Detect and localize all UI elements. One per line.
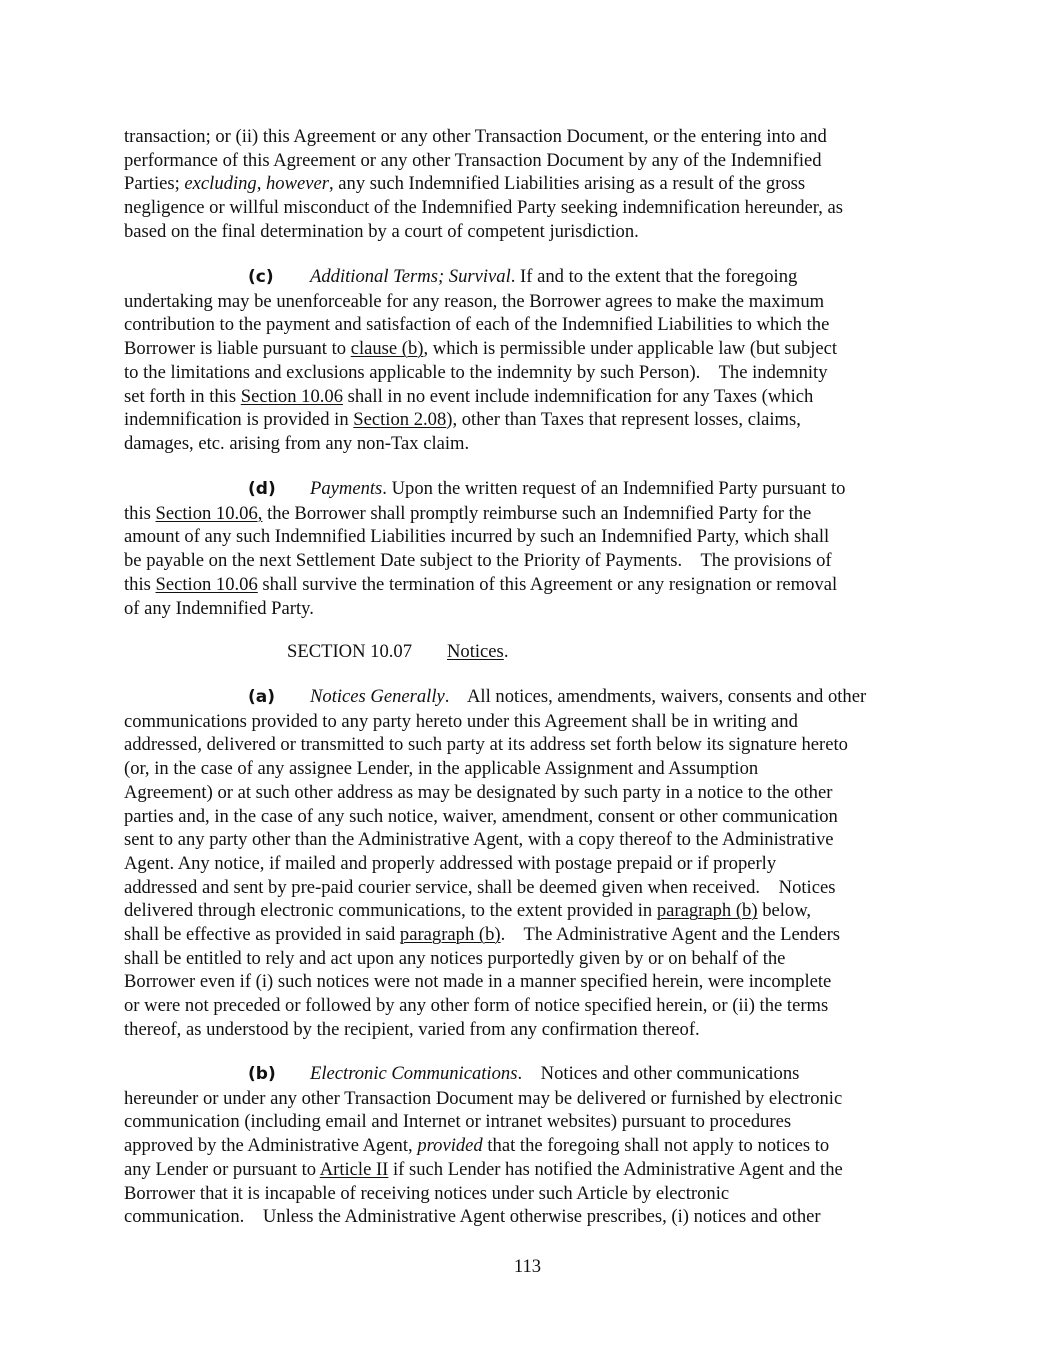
text-line: Borrower even if (i) such notices were not made in a manner specified herein, were incomplete — [124, 971, 832, 993]
text-line — [124, 1062, 944, 1087]
text-run: , any such Indemnified Liabilities arising as a result of the gross — [329, 173, 806, 195]
clause-title: Notices Generally — [310, 686, 445, 707]
text-run: Borrower is liable pursuant to — [124, 338, 351, 360]
text-line — [124, 899, 944, 923]
text-run: Parties; — [124, 173, 185, 195]
cross-reference: paragraph (b) — [399, 924, 501, 946]
page-number: 113 — [513, 1256, 542, 1277]
cross-reference: clause (b) — [350, 338, 424, 360]
text-line: Borrower that it is incapable of receiving notices under such Article by electronic — [124, 1182, 730, 1204]
cross-reference: Section 2.08 — [353, 409, 447, 431]
paragraph-continuation — [124, 125, 944, 244]
text-line: hereunder or under any other Transaction Document may be delivered or furnished by electronic — [124, 1087, 843, 1109]
clause-label: (d) — [248, 479, 276, 499]
text-run: the Borrower shall promptly reimburse such an Indemnified Party for the — [262, 502, 812, 524]
clause-label: (a) — [248, 687, 276, 707]
text-line — [124, 923, 944, 947]
text-line: negligence or willful misconduct of the Indemnified Party seeking indemnification hereunder, as — [124, 197, 844, 219]
text-line: transaction; or (ii) this Agreement or any other Transaction Document, or the entering into and — [124, 126, 827, 147]
text-line — [124, 337, 944, 361]
text-line: addressed and sent by pre-paid courier service, shall be deemed given when received. Notices — [124, 876, 836, 898]
text-line: based on the final determination by a court of competent jurisdiction. — [124, 220, 639, 242]
text-line — [124, 1158, 944, 1182]
text-run: , which is permissible under applicable law (but subject — [423, 338, 838, 360]
text-line — [124, 408, 944, 432]
text-run: approved by the Administrative Agent, — [124, 1135, 418, 1157]
cross-reference: paragraph (b) — [656, 900, 758, 922]
text-line: undertaking may be unenforceable for any reason, the Borrower agrees to make the maximum — [124, 290, 825, 312]
text-run: below, — [757, 900, 812, 922]
section-number: SECTION 10.07 — [287, 641, 412, 662]
text-run: if such Lender has notified the Administrative Agent and the — [388, 1158, 843, 1180]
text-line: be payable on the next Settlement Date subject to the Priority of Payments. The provisions of — [124, 550, 832, 572]
text-line — [124, 477, 944, 502]
text-line: amount of any such Indemnified Liabilities incurred by such an Indemnified Party, which shall — [124, 526, 830, 548]
text-run: shall in no event include indemnification for any Taxes (which — [343, 385, 814, 407]
italic-phrase: provided — [417, 1135, 483, 1157]
cross-reference: Section 10.06, — [155, 502, 263, 524]
text-line: or were not preceded or followed by any other form of notice specified herein, or (ii) the terms — [124, 995, 829, 1017]
text-run: this — [124, 502, 156, 524]
text-line — [124, 502, 944, 526]
text-line — [124, 573, 944, 597]
text-line: of any Indemnified Party. — [124, 597, 314, 619]
text-line: damages, etc. arising from any non-Tax claim. — [124, 432, 470, 454]
text-line: communications provided to any party hereto under this Agreement shall be in writing and — [124, 710, 798, 732]
text-run: . All notices, amendments, waivers, consents and other — [444, 686, 867, 707]
text-run: ), other than Taxes that represent losses, claims, — [446, 409, 801, 431]
text-line — [124, 1134, 944, 1158]
clause-title: Additional Terms; Survival — [310, 266, 511, 287]
text-run: indemnification is provided in — [124, 409, 354, 431]
clause-title: Payments — [310, 478, 383, 499]
text-run: . If and to the extent that the foregoing — [510, 266, 798, 287]
text-line: Agent. Any notice, if mailed and properly addressed with postage prepaid or if properly — [124, 852, 777, 874]
text-run: set forth in this — [124, 385, 241, 407]
text-run: that the foregoing shall not apply to notices to — [482, 1135, 830, 1157]
text-line: thereof, as understood by the recipient, varied from any confirmation thereof. — [124, 1018, 700, 1040]
text-line — [124, 265, 944, 290]
paragraph-b — [124, 1062, 944, 1229]
text-line — [124, 685, 944, 710]
text-line — [124, 385, 944, 409]
section-title: Notices — [447, 641, 504, 662]
clause-title: Electronic Communications — [310, 1063, 518, 1084]
text-line: sent to any party other than the Administrative Agent, with a copy thereof to the Administrative — [124, 829, 834, 851]
cross-reference: Article II — [319, 1158, 389, 1180]
text-line: to the limitations and exclusions applicable to the indemnity by such Person). The indemnity — [124, 361, 828, 383]
text-line: addressed, delivered or transmitted to such party at its address set forth below its signature hereto — [124, 734, 848, 756]
cross-reference: Section 10.06 — [240, 385, 343, 407]
paragraph-a — [124, 685, 944, 1042]
text-line: parties and, in the case of any such notice, waiver, amendment, consent or other communication — [124, 805, 838, 827]
text-line: shall be entitled to rely and act upon any notices purportedly given by or on behalf of the — [124, 947, 786, 969]
text-run: shall be effective as provided in said — [124, 924, 400, 946]
clause-label: (c) — [248, 267, 274, 287]
paragraph-c — [124, 265, 944, 456]
text-line: (or, in the case of any assignee Lender, in the applicable Assignment and Assumption — [124, 758, 759, 780]
text-run: delivered through electronic communications, to the extent provided in — [124, 900, 657, 922]
clause-label: (b) — [248, 1064, 276, 1084]
text-run: . Notices and other communications — [517, 1063, 800, 1084]
text-line: communication. Unless the Administrative Agent otherwise prescribes, (i) notices and other — [124, 1206, 821, 1228]
text-run: . Upon the written request of an Indemnified Party pursuant to — [382, 478, 846, 499]
text-line: Agreement) or at such other address as may be designated by such party in a notice to the other — [124, 781, 833, 803]
section-title-period: . — [503, 641, 509, 662]
text-line: contribution to the payment and satisfaction of each of the Indemnified Liabilities to which the — [124, 314, 830, 336]
section-heading — [287, 640, 508, 664]
text-run: shall survive the termination of this Agreement or any resignation or removal — [257, 573, 838, 595]
text-line: communication (including email and Internet or intranet websites) pursuant to procedures — [124, 1111, 792, 1133]
cross-reference: Section 10.06 — [155, 573, 258, 595]
text-line — [124, 172, 944, 196]
text-line: performance of this Agreement or any other Transaction Document by any of the Indemnified — [124, 149, 822, 171]
italic-phrase: excluding, however — [184, 173, 329, 195]
text-run: any Lender or pursuant to — [124, 1158, 320, 1180]
text-run: this — [124, 573, 156, 595]
text-run: . The Administrative Agent and the Lenders — [500, 924, 841, 946]
paragraph-d — [124, 477, 944, 620]
